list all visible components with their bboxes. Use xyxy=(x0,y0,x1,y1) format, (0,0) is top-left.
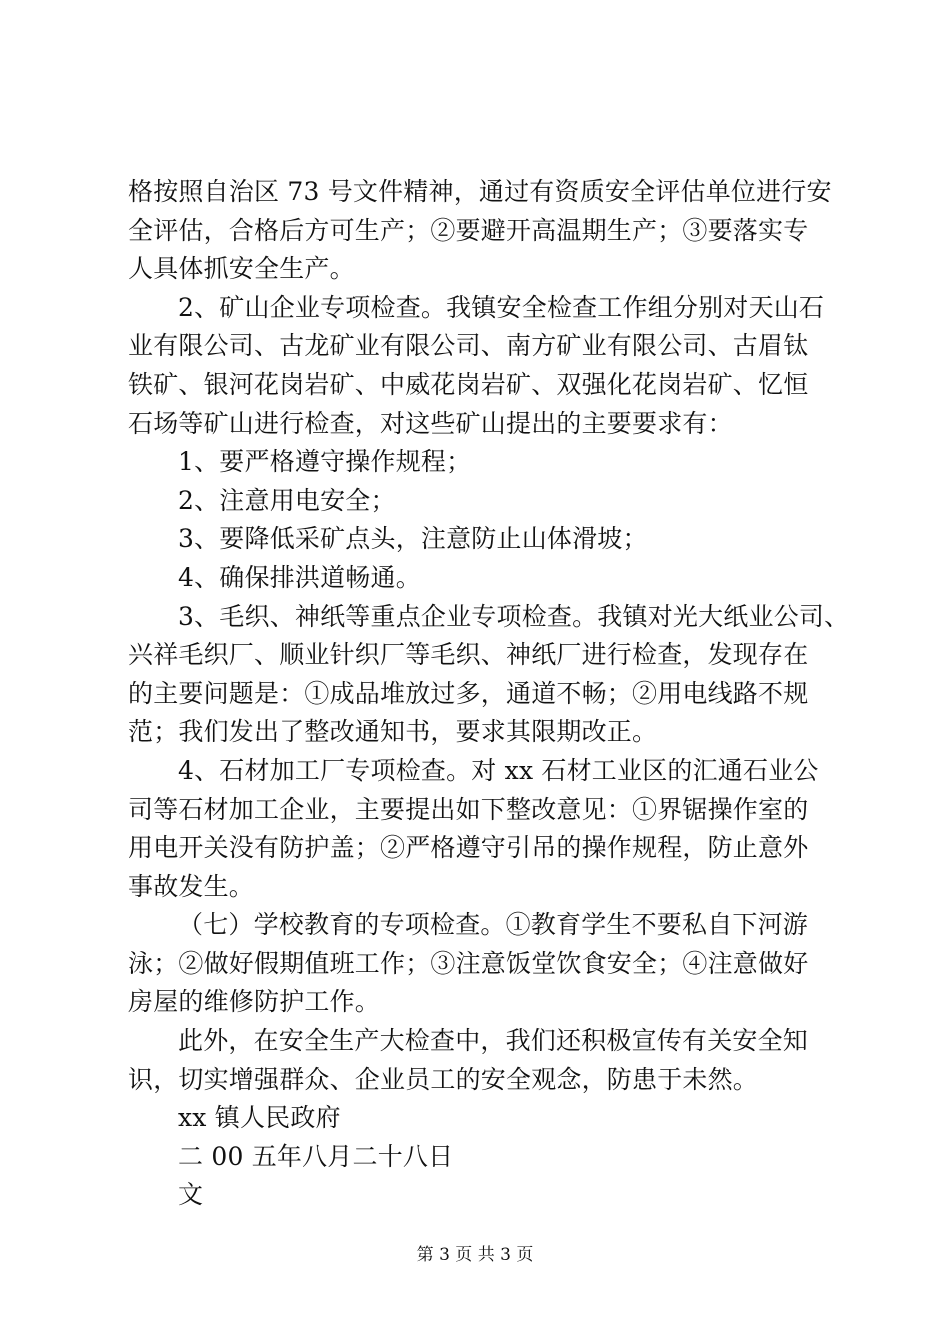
text-line: 4、确保排洪道畅通。 xyxy=(178,562,421,592)
text-line: 识，切实增强群众、企业员工的安全观念，防患于未然。 xyxy=(128,1064,759,1094)
text-line: 铁矿、银河花岗岩矿、中威花岗岩矿、双强化花岗岩矿、忆恒 xyxy=(128,369,809,399)
text-line: 业有限公司、古龙矿业有限公司、南方矿业有限公司、古眉钛 xyxy=(128,331,809,361)
text-line: 文 xyxy=(178,1180,204,1210)
text-line: 4、石材加工厂专项检查。对 xx 石材工业区的汇通石业公 xyxy=(178,755,819,785)
text-line: 二 00 五年八月二十八日 xyxy=(178,1141,454,1171)
page-footer: 第 3 页 共 3 页 xyxy=(416,1245,534,1265)
document-body xyxy=(128,173,850,1215)
text-line: 用电开关没有防护盖；②严格遵守引吊的操作规程，防止意外 xyxy=(128,833,809,863)
text-line: 事故发生。 xyxy=(128,871,255,901)
text-line: 此外，在安全生产大检查中，我们还积极宣传有关安全知 xyxy=(178,1026,809,1056)
text-line: 人具体抓安全生产。 xyxy=(128,254,355,284)
text-line: 格按照自治区 73 号文件精神，通过有资质安全评估单位进行安 xyxy=(128,177,832,206)
text-line: 2、矿山企业专项检查。我镇安全检查工作组分别对天山石 xyxy=(178,292,825,322)
text-line: 泳；②做好假期值班工作；③注意饭堂饮食安全；④注意做好 xyxy=(128,948,809,978)
text-line: （七）学校教育的专项检查。①教育学生不要私自下河游 xyxy=(178,910,809,940)
text-line: 全评估，合格后方可生产；②要避开高温期生产；③要落实专 xyxy=(128,215,809,245)
text-line: 兴祥毛织厂、顺业针织厂等毛织、神纸厂进行检查，发现存在 xyxy=(128,640,809,670)
text-line: 3、毛织、神纸等重点企业专项检查。我镇对光大纸业公司、 xyxy=(178,601,850,631)
text-line: xx 镇人民政府 xyxy=(178,1103,341,1133)
text-line: 石场等矿山进行检查，对这些矿山提出的主要要求有： xyxy=(128,408,733,438)
text-line: 范；我们发出了整改通知书，要求其限期改正。 xyxy=(128,717,658,747)
text-line: 的主要问题是：①成品堆放过多，通道不畅；②用电线路不规 xyxy=(128,678,809,708)
text-line: 2、注意用电安全； xyxy=(178,485,396,515)
text-line: 司等石材加工企业，主要提出如下整改意见：①界锯操作室的 xyxy=(128,794,809,824)
text-line: 房屋的维修防护工作。 xyxy=(128,987,381,1017)
text-line: 3、要降低采矿点头，注意防止山体滑坡； xyxy=(178,524,648,554)
text-line: 1、要严格遵守操作规程； xyxy=(178,447,472,477)
